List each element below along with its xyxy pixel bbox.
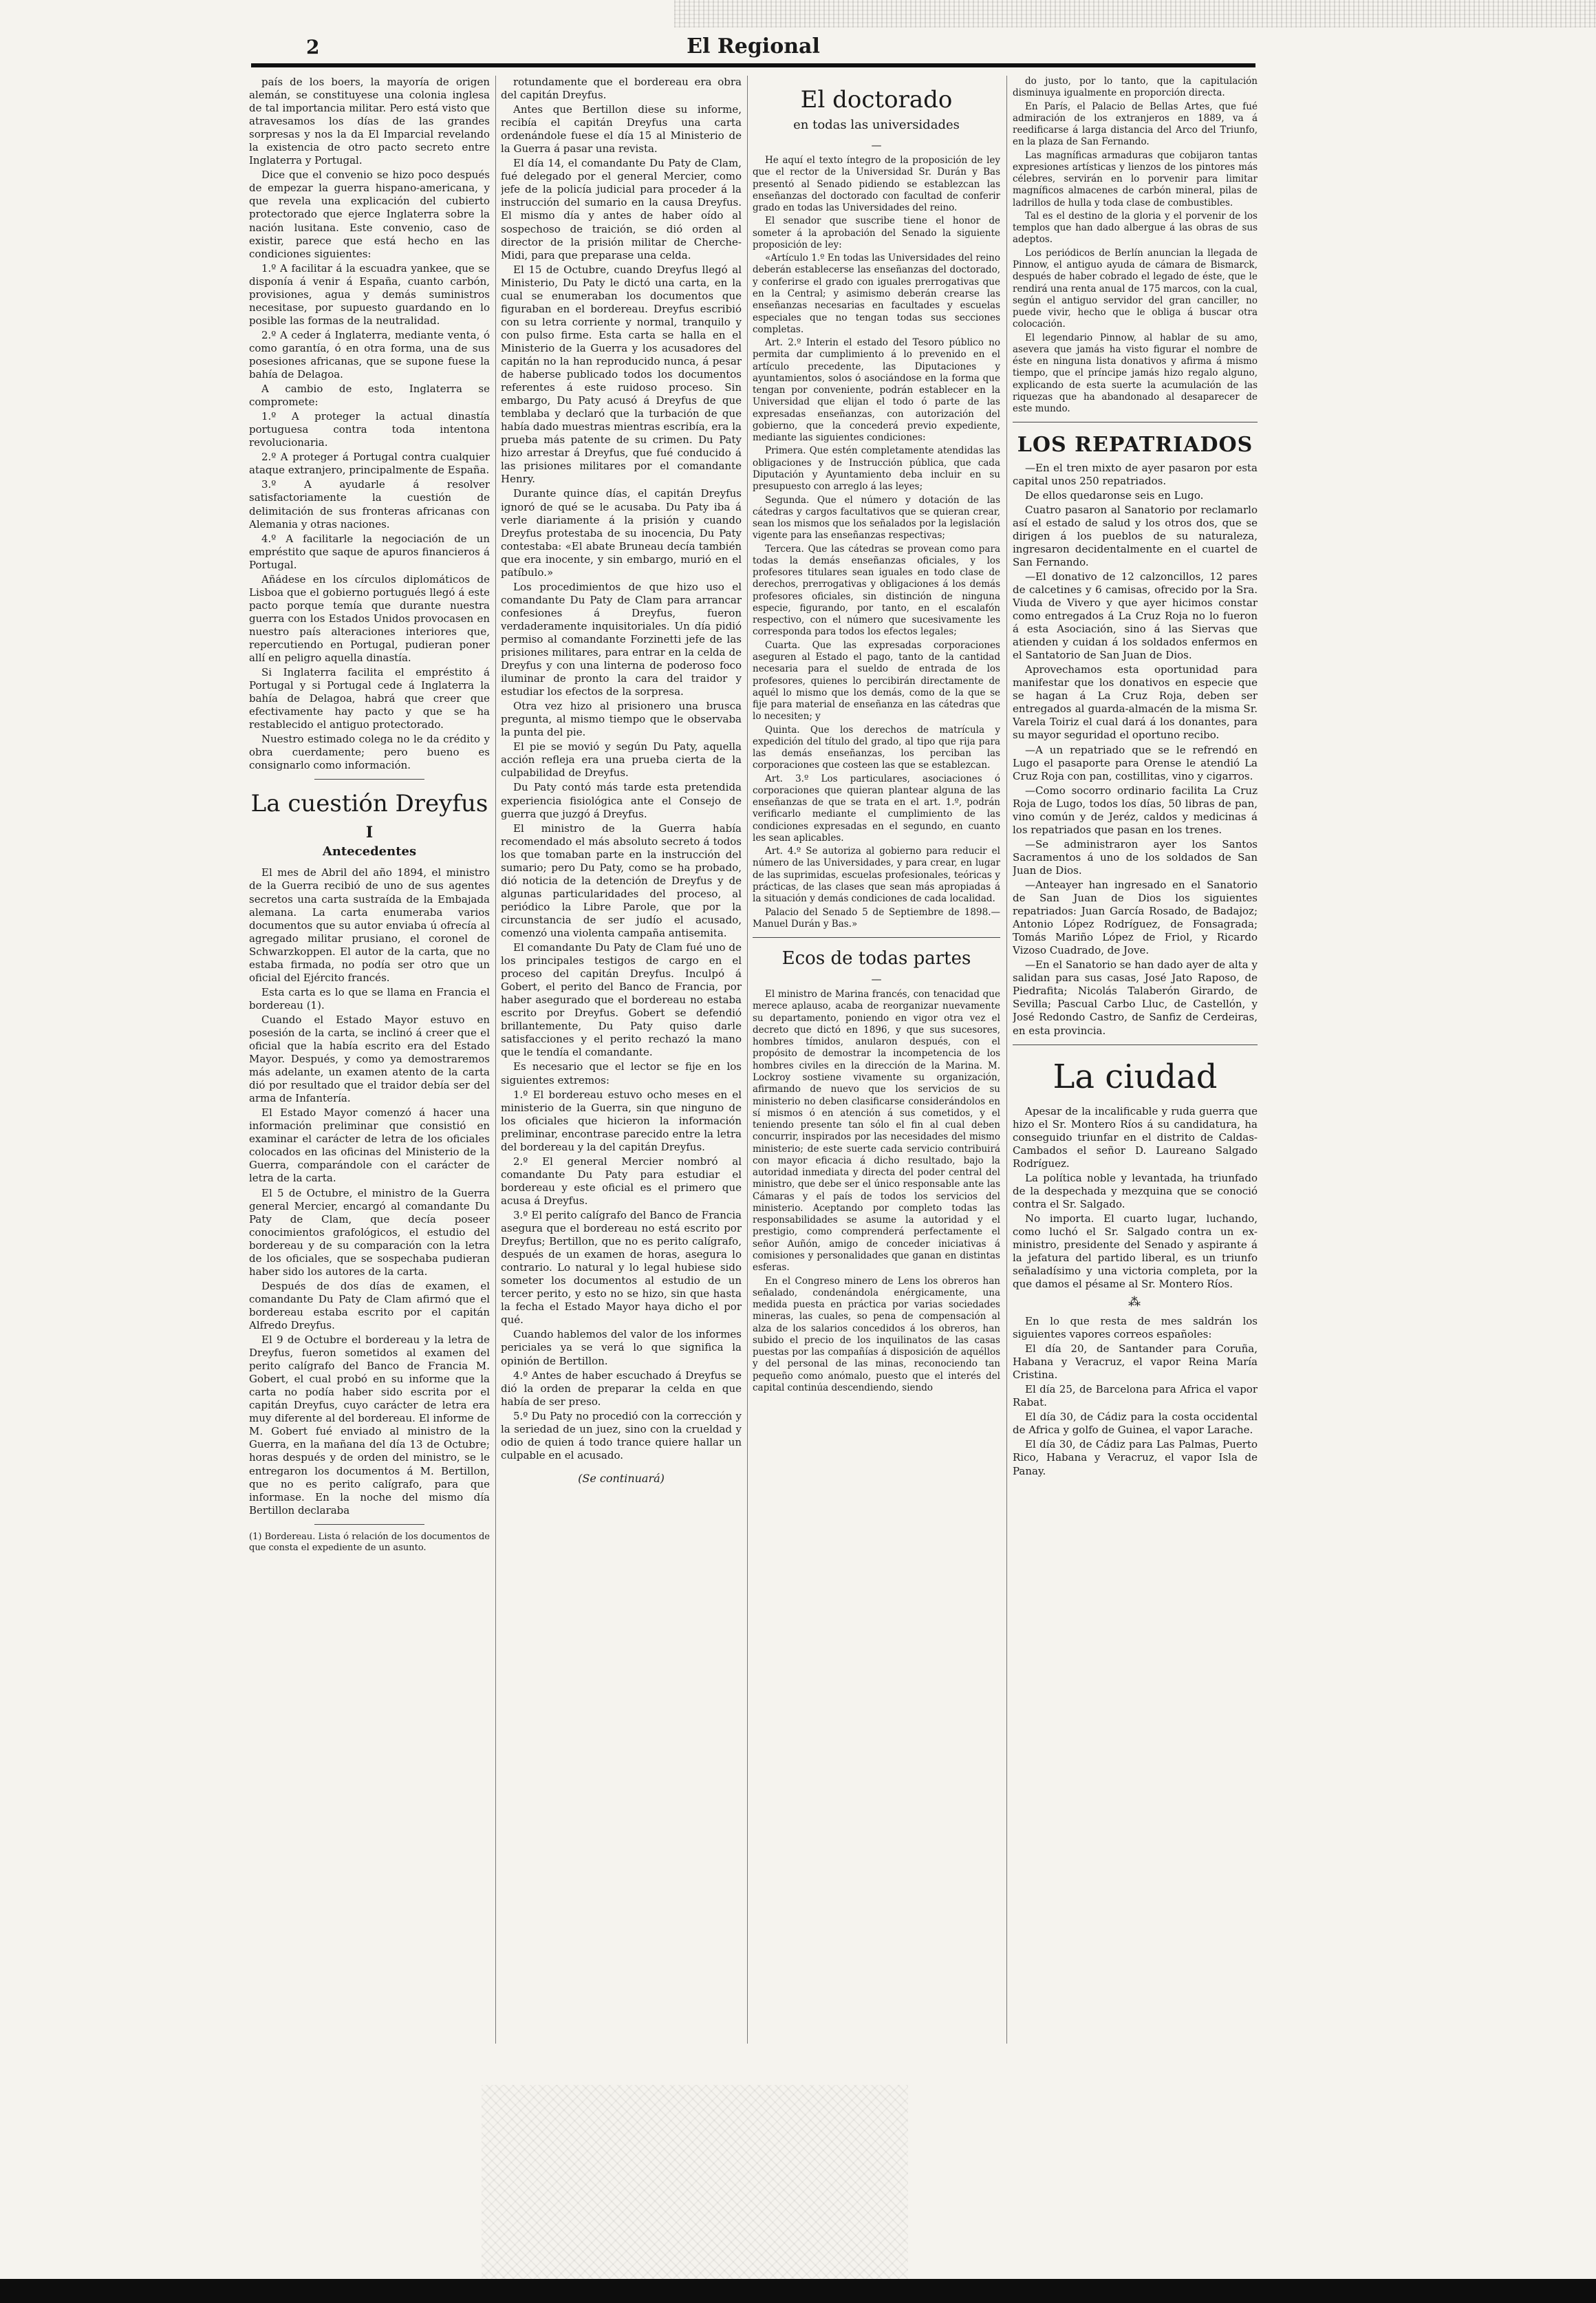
paragraph: Nuestro estimado colega no le da crédito y obra cuerdamente; pero bueno es consignarlo como información. (249, 733, 490, 772)
paragraph: La política noble y levantada, ha triunfado de la despechada y mezquina que se conoció contra el Sr. Salgado. (1013, 1171, 1258, 1210)
dreyfus-section-number: I (365, 823, 374, 842)
paragraph: «Artículo 1.º En todas las Universidades del reino deberán establecerse las enseñanzas del doctorado, y conferirse el grado con iguales prerrogativas que en la Central; y asimismo deberán crearse las enseñanzas necesarias en facultades y escuelas especiales que no tengan todas sus secciones completas. (753, 253, 1000, 335)
paragraph: Los periódicos de Berlín anuncian la llegada de Pinnow, el antiguo ayuda de cámara de Bismarck, después de haber cobrado el legado de éste, que le rendirá una renta anual de 175 marcos, con la cual, según el antiguo servidor del gran canciller, no puede vivir, hecho que le obliga á buscar otra colocación. (1013, 247, 1258, 330)
paragraph: Art. 2.º Interin el estado del Tesoro público no permita dar cumplimiento á lo prevenido en el artículo precedente, las Diputaciones y ayuntamientos, solos ó asociándose en la forma que tengan por conveniente, podrán establecer en la Universidad que elijan el todo ó parte de las expresadas enseñanzas, con autorización del gobierno, que la concederá previo expediente, mediante las siguientes condiciones: (753, 337, 1000, 444)
paragraph: 1.º A facilitar á la escuadra yankee, que se disponía á venir á España, cuanto carbón, provisiones, agua y demás suministros necesitase, por supuesto guardando en lo posible las formas de la neutralidad. (249, 261, 490, 327)
footnote: (1) Bordereau. Lista ó relación de los documentos de que consta el expediente de un asunto. (249, 1531, 490, 1554)
paragraph: El 5 de Octubre, el ministro de la Guerra general Mercier, encargó al comandante Du Paty de Clam, que decía poseer conocimientos grafológicos, el estudio del bordereau y de su comparación con la letra de los oficiales, que se sospechaba pudieran haber sido los autores de la carta. (249, 1186, 490, 1278)
ciudad-title: La ciudad (1053, 1057, 1218, 1096)
paragraph: 1.º A proteger la actual dinastía portuguesa contra toda intentona revolucionaria. (249, 410, 490, 449)
article-dreyfus-body (249, 866, 490, 1517)
paragraph: 2.º A ceder á Inglaterra, mediante venta, ó como garantía, ó en otra forma, una de sus posesiones africanas, que se supone fuese la bahía de Delagoa. (249, 328, 490, 381)
paragraph: Cuando hablemos del valor de los informes periciales ya se verá lo que significa la opinión de Bertillon. (501, 1328, 742, 1367)
paragraph: —El donativo de 12 calzoncillos, 12 pares de calcetines y 6 camisas, ofrecido por la Sra. Viuda de Vivero y que ayer hicimos constar como entregados á La Cruz Roja no lo fueron á esta Asociación, sino á las Siervas que atienden y cuidan á los soldados enfermos en el Santatorio de San Juan de Dios. (1013, 570, 1258, 662)
paragraph: El ministro de la Guerra había recomendado el más absoluto secreto á todos los que tomaban parte en la instrucción del sumario; pero Du Paty, como se ha probado, dió noticia de la detención de Dreyfus y de algunas particularidades del proceso, al periódico la Libre Parole, que por la circunstancia de ser judío el acusado, comenzó una violenta campaña antisemita. (501, 822, 742, 939)
paragraph: Dice que el convenio se hizo poco después de empezar la guerra hispano-americana, y que revela una explicación del cubierto protectorado que ejerce Inglaterra sobre la nación lusitana. Este convenio, caso de existir, parece que está hecho en las condiciones siguientes: (249, 169, 490, 260)
ecos-title: Ecos de todas partes (781, 948, 971, 970)
paragraph: El pie se movió y según Du Paty, aquella acción refleja era una prueba cierta de la culpabilidad de Dreyfus. (501, 740, 742, 780)
column-divider (495, 76, 496, 2044)
article-vapores-body (1013, 1315, 1258, 1478)
page-header (251, 34, 1255, 66)
paragraph: —En el Sanatorio se han dado ayer de alta y salidan para sus casas, José Jato Raposo, de Piedrafita; Nicolás Talaberón Girardo, de Sevilla; Pascual Carbo Lluc, de Castellón, y José Redondo Castro, de Sanfiz de Cerdeiras, en esta provincia. (1013, 958, 1258, 1037)
paragraph: Los procedimientos de que hizo uso el comandante Du Paty de Clam para arrancar confesiones á Dreyfus, fueron verdaderamente inquisitoriales. Un día pidió permiso al comandante Forzinetti jefe de las prisiones militares, para entrar en la celda de Dreyfus y con una linterna de poderoso foco iluminar de pronto la cara del traidor y estudiar los efectos de la sorpresa. (501, 580, 742, 698)
paragraph: —A un repatriado que se le refrendó en Lugo el pasaporte para Orense le atendió La Cruz Roja con pan, costillitas, vino y cigarros. (1013, 743, 1258, 782)
paragraph: 4.º A facilitarle la negociación de un empréstito que saque de apuros financieros á Portugal. (249, 532, 490, 571)
article-dreyfus-continued (501, 76, 742, 1462)
paragraph: rotundamente que el bordereau era obra del capitán Dreyfus. (501, 76, 742, 102)
repatriados-title: LOS REPATRIADOS (1017, 433, 1253, 458)
paragraph: 1.º El bordereau estuvo ocho meses en el ministerio de la Guerra, sin que ninguno de los oficiales que hicieron la información preliminar, encontrase parecido entre la letra del bordereau y la del capitán Dreyfus. (501, 1088, 742, 1153)
paragraph: El ministro de Marina francés, con tenacidad que merece aplauso, acaba de reorganizar nuevamente su departamento, poniendo en vigor otra vez el decreto que dictó en 1896, y que sus sucesores, hombres tímidos, anularon después, con el propósito de demostrar la incompetencia de los hombres civiles en la dirección de la Marina. M. Lockroy sostiene vivamente su organización, afirmando de nuevo que los servicios de su ministerio no deben clasificarse considerándolos en sí mismos ó en atención á sus cometidos, y el teniendo presente tan sólo el fin al cual deben concurrir, inspirados por las necesidades del mismo ministerio; de este suerte cada servicio contribuirá con mayor eficacia á dicho resultado, bajo la autoridad inmediata y directa del poder central del ministro, que debe ser el único responsable ante las Cámaras y el país de todos los servicios del ministerio. Aceptando por completo todas las responsabilidades se asume la autoridad y el prestigio, como comprenderá perfectamente el señor Auñón, amigo de conceder iniciativas á comisiones y personalidades que ganan en distintas esferas. (753, 989, 1000, 1274)
article-ecos-continued (1013, 76, 1258, 415)
paragraph: No importa. El cuarto lugar, luchando, como luchó el Sr. Salgado contra un ex-ministro, presidente del Senado y aspirante á la jefatura del partido liberal, es un triunfo señaladísimo y una victoria completa, por la que damos el pésame al Sr. Montero Ríos. (1013, 1212, 1258, 1291)
column-4 (1013, 76, 1258, 2064)
scan-border-bottom (0, 2279, 1596, 2303)
paragraph: —Anteayer han ingresado en el Sanatorio de San Juan de Dios los siguientes repatriados: Juan García Rosado, de Badajoz; Antonio López Rodríguez, de Fonsagrada; Tomás Mariño López de Friol, y Ricardo Vizoso Cuadrado, de Jove. (1013, 878, 1258, 957)
dreyfus-subhead: Antecedentes (322, 844, 417, 859)
page-number: 2 (306, 36, 320, 58)
dreyfus-title: La cuestión Dreyfus (250, 790, 488, 818)
column-1 (249, 76, 490, 2064)
footnote-separator (314, 1524, 424, 1525)
separator: — (871, 973, 882, 986)
print-speckle-bottom (482, 2085, 908, 2291)
paragraph: Otra vez hizo al prisionero una brusca pregunta, al mismo tiempo que le observaba la punta del pie. (501, 700, 742, 739)
paragraph: Añádese en los círculos diplomáticos de Lisboa que el gobierno portugués llegó á este pacto porque temía que durante nuestra guerra con los Estados Unidos provocasen en nuestro país alteraciones interiores que, repercutiendo en Portugal, pudieran poner allí en peligro aquella dinastía. (249, 572, 490, 665)
column-divider (747, 76, 748, 2044)
article-repatriados-body (1013, 462, 1258, 1038)
article-pacto-anglo-portugues (249, 76, 490, 772)
paragraph: El mes de Abril del año 1894, el ministro de la Guerra recibió de uno de sus agentes secretos una carta sustraída de la Embajada alemana. La carta enumeraba varios documentos que su autor enviaba ú ofrecía al agregado militar prusiano, el coronel de Schwarzkoppen. El autor de la carta, que no estaba firmada, no podía ser otro que un oficial del Ejército francés. (249, 866, 490, 984)
paragraph: Primera. Que estén completamente atendidas las obligaciones y de Instrucción pública, que cada Diputación y Ayuntamiento deba incluir en su presupuesto con arreglo á las leyes; (753, 445, 1000, 493)
paragraph: Cuando el Estado Mayor estuvo en posesión de la carta, se inclinó á creer que el oficial que la había escrito era del Estado Mayor. Después, y como ya demostraremos más adelante, un examen atento de la carta dió por resultado que el traidor debía ser del arma de Infantería. (249, 1013, 490, 1105)
article-ciudad-body (1013, 1105, 1258, 1292)
paragraph: Durante quince días, el capitán Dreyfus ignoró de qué se le acusaba. Du Paty iba á verle diariamente á la prisión y cuando Dreyfus protestaba de su inocencia, Du Paty contestaba: «El abate Bruneau decía también que era inocente, y sin embargo, murió en el patíbulo.» (501, 487, 742, 579)
paragraph: De ellos quedaronse seis en Lugo. (1025, 489, 1204, 502)
paragraph: 3.º El perito calígrafo del Banco de Francia asegura que el bordereau no está escrito por Dreyfus; Bertillon, que no es perito calígrafo, después de un examen de horas, asegura lo contrario. Lo natural y lo legal hubiese sido someter los documentos al estudio de un tercer perito, y esto no se hizo, sin que hasta la fecha el Estado Mayor haya dicho el por qué. (501, 1208, 742, 1327)
paragraph: Art. 3.º Los particulares, asociaciones ó corporaciones que quieran plantear alguna de las enseñanzas de que se trata en el art. 1.º, podrán verificarlo mediante el cumplimiento de las condiciones expresadas en el segundo, en cuanto les sean aplicables. (753, 773, 1000, 844)
paragraph: En París, el Palacio de Bellas Artes, que fué admiración de los extranjeros en 1889, va á reedificarse á larga distancia del Arco del Triunfo, en la plaza de San Fernando. (1013, 100, 1258, 148)
paragraph: país de los boers, la mayoría de origen alemán, se constituyese una colonia inglesa de tal importancia militar. Pero está visto que atravesamos los días de las grandes sorpresas y nos la da El Imparcial revelando la existencia de otro pacto secreto entre Inglaterra y Portugal. (249, 76, 490, 167)
article-doctorado-body (753, 155, 1000, 930)
paragraph: Quinta. Que los derechos de matrícula y expedición del título del grado, al tipo que rija para las demás enseñanzas, los perciban las corporaciones que costeen las que se establezcan. (753, 724, 1000, 771)
paragraph: Segunda. Que el número y dotación de las cátedras y cargos facultativos que se quieran crear, sean los mismos que los señalados por la legislación vigente para las enseñanzas respectivas; (753, 494, 1000, 542)
paragraph: 5.º Du Paty no procedió con la corrección y la seriedad de un juez, sino con la crueldad y odio de quien á todo trance quiere hallar un culpable en el acusado. (501, 1409, 742, 1461)
paragraph: El día 30, de Cádiz para la costa occidental de Africa y golfo de Guinea, el vapor Larache. (1013, 1411, 1258, 1437)
newspaper-name: El Regional (687, 34, 820, 58)
separator (753, 937, 1000, 938)
separator (314, 779, 424, 780)
paragraph: Las magníficas armaduras que cobijaron tantas expresiones artísticas y lienzos de los pintores más célebres, servirán en lo porvenir para limitar magníficos almacenes de carbón mineral, pilas de ladrillos de hulla y toda clase de combustibles. (1013, 149, 1258, 208)
doctorado-subtitle: en todas las universidades (793, 118, 960, 133)
paragraph: El día 30, de Cádiz para Las Palmas, Puerto Rico, Habana y Veracruz, el vapor Isla de Panay. (1013, 1438, 1258, 1477)
paragraph: Aprovechamos esta oportunidad para manifestar que los donativos en especie que se hagan á La Cruz Roja, deben ser entregados al guarda-almacén de la misma Sr. Varela Toiriz el cual dará á los donantes, para su mayor seguridad el oportuno recibo. (1013, 663, 1258, 742)
paragraph: El Estado Mayor comenzó á hacer una información preliminar que consistió en examinar el carácter de letra de los oficiales colocados en las oficinas del Ministerio de la Guerra, comparándole con el carácter de letra de la carta. (249, 1106, 490, 1185)
paragraph: El día 20, de Santander para Coruña, Habana y Veracruz, el vapor Reina María Cristina. (1013, 1342, 1258, 1382)
paragraph: Si Inglaterra facilita el empréstito á Portugal y si Portugal cede á Inglaterra la bahía de Delagoa, habrá que creer que efectivamente hay pacto y que se ha restablecido el antiguo protectorado. (249, 666, 490, 731)
paragraph: 4.º Antes de haber escuchado á Dreyfus se dió la orden de preparar la celda en que había de ser preso. (501, 1369, 742, 1408)
paragraph: Du Paty contó más tarde esta pretendida experiencia fisiológica ante el Consejo de guerra que juzgó á Dreyfus. (501, 781, 742, 820)
paragraph: do justo, por lo tanto, que la capitulación disminuya igualmente en proporción directa. (1013, 76, 1258, 99)
paragraph: Después de dos días de examen, el comandante Du Paty de Clam afirmó que el bordereau estaba escrito por el capitán Alfredo Dreyfus. (249, 1279, 490, 1331)
paragraph: 3.º A ayudarle á resolver satisfactoriamente la cuestión de delimitación de sus fronteras africanas con Alemania y otras naciones. (249, 478, 490, 531)
paragraph: Antes que Bertillon diese su informe, recibía el capitán Dreyfus una carta ordenándole fuese el día 15 al Ministerio de la Guerra á pasar una revista. (501, 103, 742, 156)
header-rule (251, 63, 1255, 67)
paragraph: Cuatro pasaron al Sanatorio por reclamarlo así el estado de salud y los otros dos, que se dirigen á los pueblos de su naturaleza, ingresaron decidentalmente en el cuartel de San Fernando. (1013, 503, 1258, 568)
paragraph: El día 25, de Barcelona para Africa el vapor Rabat. (1013, 1383, 1258, 1409)
paragraph: Cuarta. Que las expresadas corporaciones aseguren al Estado el pago, tanto de la cantidad necesaria para el sueldo de entrada de los profesores, quienes lo percibirán directamente de aquél lo mismo que los demás, como de la que se fije para material de enseñanza en las cátedras que lo necesiten; y (753, 639, 1000, 722)
column-3 (753, 76, 1000, 2064)
paragraph: —Se administraron ayer los Santos Sacramentos á uno de los soldados de San Juan de Dios. (1013, 837, 1258, 877)
asterism: ⁂ (1128, 1295, 1142, 1310)
paragraph: El senador que suscribe tiene el honor de someter á la aprobación del Senado la siguiente proposición de ley: (753, 215, 1000, 250)
continued-note: (Se continuará) (578, 1471, 665, 1485)
paragraph: Tercera. Que las cátedras se provean como para todas la demás enseñanzas oficiales, y los profesores titulares sean iguales en todo clase de derechos, prerrogativas y obligaciones á los demás profesores oficiales, sin distinción de ninguna especie, figurando, por tanto, en el escalafón respectivo, con el número que sucesivamente les corresponda para todos los efectos legales; (753, 543, 1000, 638)
paragraph: El día 14, el comandante Du Paty de Clam, fué delegado por el general Mercier, como jefe de la policía judicial para proceder á la instrucción del sumario en la causa Dreyfus. El mismo día y antes de haber oído al sospechoso de traición, se dió orden al director de la prisión militar de Cherche-Midi, para que preparase una celda. (501, 157, 742, 261)
article-ecos-body (753, 989, 1000, 1394)
print-speckle-top (674, 0, 1596, 28)
paragraph: El 9 de Octubre el bordereau y la letra de Dreyfus, fueron sometidos al examen del perito calígrafo del Banco de Francia M. Gobert, el cual probó en su informe que la carta no podía haber sido escrita por el capitán Dreyfus, cuyo carácter de letra era muy diferente al del bordereau. El informe de M. Gobert fué enviado al ministro de la Guerra, en la mañana del día 13 de Octubre; horas después y de orden del ministro, se le entregaron los documentos á M. Bertillon, que no es perito calígrafo, para que informase. En la noche del mismo día Bertillon declaraba (249, 1333, 490, 1517)
paragraph: 2.º A proteger á Portugal contra cualquier ataque extranjero, principalmente de España. (249, 451, 490, 477)
paragraph: Palacio del Senado 5 de Septiembre de 1898.—Manuel Durán y Bas.» (753, 906, 1000, 930)
paragraph: Art. 4.º Se autoriza al gobierno para reducir el número de las Universidades, y para crear, en lugar de las suprimidas, escuelas profesionales, teóricas y prácticas, de las clases que sean más apropiadas á la situación y demás condiciones de cada localidad. (753, 846, 1000, 905)
paragraph: He aquí el texto íntegro de la proposición de ley que el rector de la Universidad Sr. Durán y Bas presentó al Senado pidiendo se establezcan las enseñanzas del doctorado con facultad de conferir grado en todas las Universidades del reino. (753, 155, 1000, 214)
paragraph: Tal es el destino de la gloria y el porvenir de los templos que han dado albergue á las obras de sus adeptos. (1013, 210, 1258, 246)
paragraph: Apesar de la incalificable y ruda guerra que hizo el Sr. Montero Ríos á su candidatura, ha conseguido triunfar en el distrito de Caldas-Cambados el señor D. Laureano Salgado Rodríguez. (1013, 1104, 1258, 1170)
column-divider (1006, 76, 1007, 2044)
paragraph: —En el tren mixto de ayer pasaron por esta capital unos 250 repatriados. (1013, 461, 1258, 487)
paragraph: 2.º El general Mercier nombró al comandante Du Paty para estudiar el bordereau y este oficial es el primero que acusa á Dreyfus. (501, 1155, 742, 1207)
paragraph: —Como socorro ordinario facilita La Cruz Roja de Lugo, todos los días, 50 libras de pan, vino común y de Jeréz, caldos y medicinas á los repatriados que pasan en los trenes. (1013, 784, 1258, 836)
paragraph: En lo que resta de mes saldrán los siguientes vapores correos españoles: (1013, 1315, 1258, 1341)
paragraph: El 15 de Octubre, cuando Dreyfus llegó al Ministerio, Du Paty le dictó una carta, en la cual se enumeraban los documentos que figuraban en el bordereau. Dreyfus escribió con su letra corriente y normal, tranquilo y con pulso firme. Esta carta se halla en el Ministerio de la Guerra y los acusadores del capitán no la han reproducido nunca, á pesar de haberse publicado todos los documentos referentes á este ruidoso proceso. Sin embargo, Du Paty acusó á Dreyfus de que temblaba y declaró que la turbación de que había dado muestras mientras escribía, era la prueba más patente de su crimen. Du Paty hizo arrestar á Dreyfus, que fué conducido á las prisiones militares por el comandante Henry. (501, 263, 742, 486)
paragraph: Es necesario que el lector se fije en los siguientes extremos: (501, 1060, 742, 1086)
paragraph: A cambio de esto, Inglaterra se compromete: (249, 383, 490, 409)
separator: — (871, 139, 882, 152)
doctorado-title: El doctorado (800, 86, 953, 114)
paragraph: En el Congreso minero de Lens los obreros han señalado, condenándola enérgicamente, una medida puesta en práctica por varias sociedades mineras, las cuales, so pena de compensación al alza de los salarios concedidos á los obreros, han subido el precio de los inquilinatos de las casas puestas por las compañías á disposición de aquéllos y del personal de las minas, reconociendo tan pequeño como anómalo, puesto que el interés del capital continúa descendiendo, siendo (753, 1275, 1000, 1393)
paragraph: El comandante Du Paty de Clam fué uno de los principales testigos de cargo en el proceso del capitán Dreyfus. Inculpó á Gobert, el perito del Banco de Francia, por haber asegurado que el bordereau no estaba escrito por Dreyfus. Gobert se defendió brillantemente, Du Paty quiso darle satisfacciones y el perito rechazó la mano que le tendía el comandante. (501, 941, 742, 1059)
paragraph: Esta carta es lo que se llama en Francia el bordereau (1). (249, 985, 490, 1011)
column-2 (501, 76, 742, 2064)
paragraph: El legendario Pinnow, al hablar de su amo, asevera que jamás ha visto figurar el nombre de éste en ninguna lista donativos y afirma á mismo tiempo, que el príncipe jamás hizo regalo alguno, explicando de esta suerte la acumulación de las riquezas que ha abandonado al desaparecer de este mundo. (1013, 332, 1258, 415)
